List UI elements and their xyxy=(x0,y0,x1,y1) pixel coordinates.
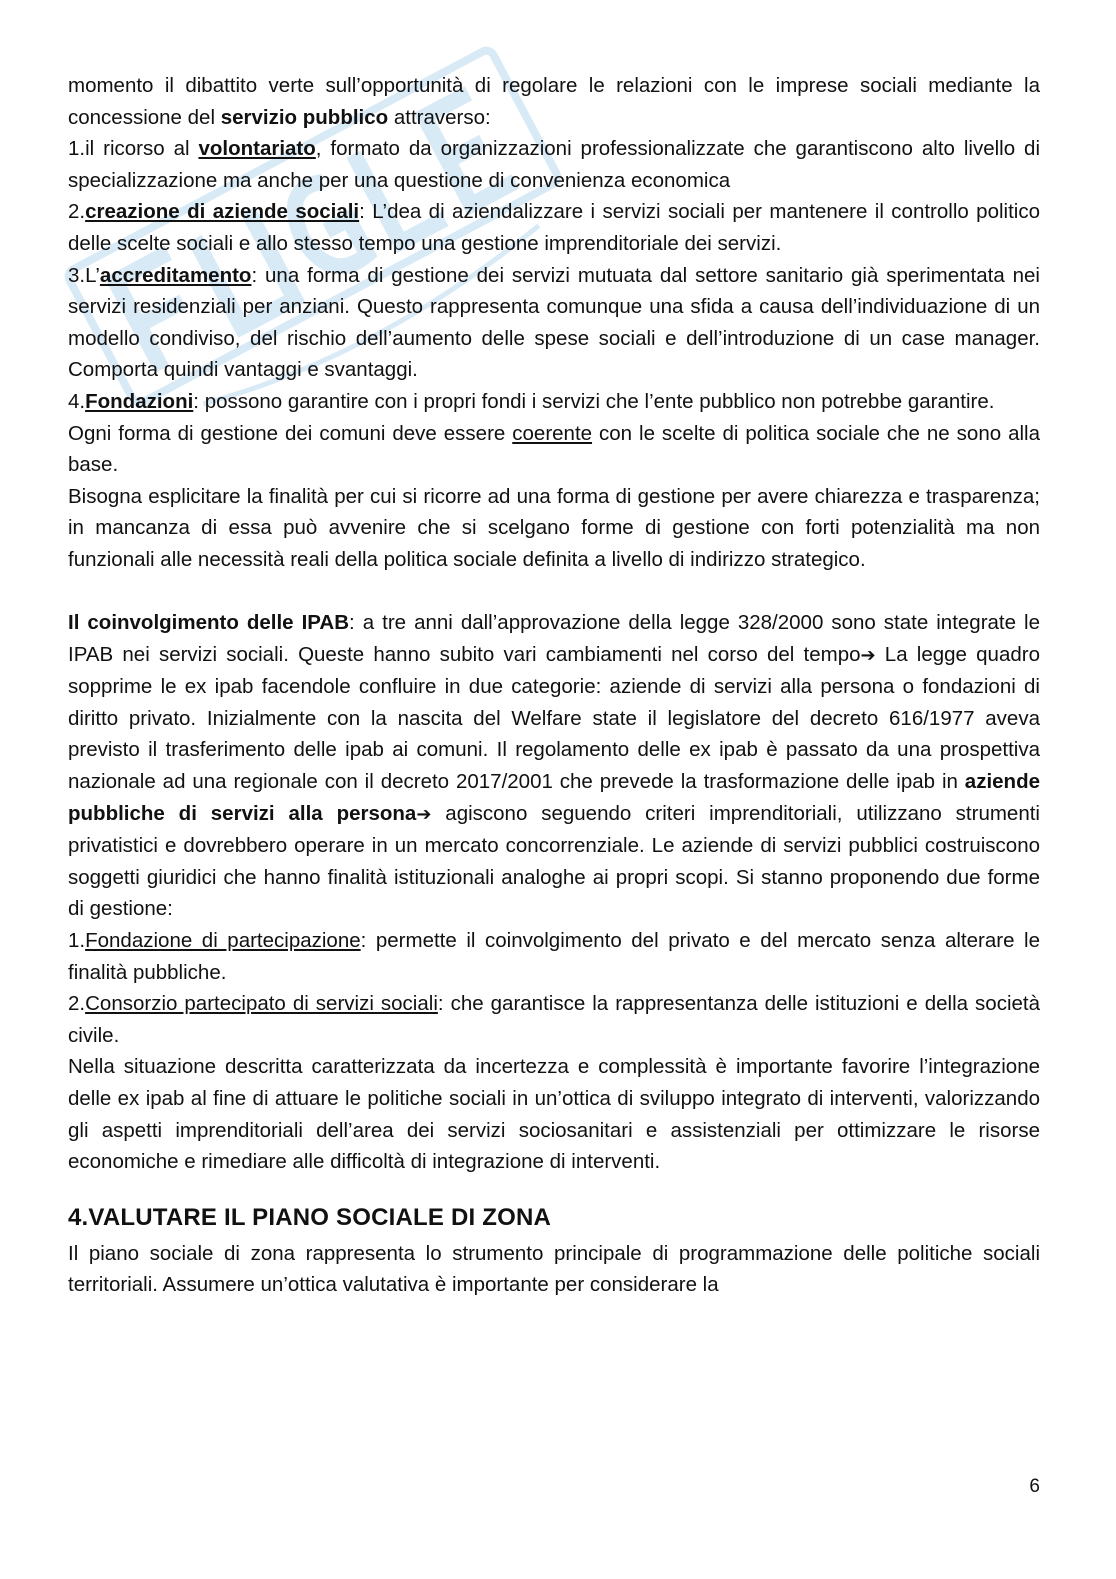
document-body xyxy=(68,70,1040,1301)
list-item-fondazioni: 4.Fondazioni: possono garantire con i propri fondi i servizi che l’ente pubblico non potrebbe garantire. xyxy=(68,389,995,413)
paragraph-spacer xyxy=(68,576,1040,608)
ipab-paragraph: Il coinvolgimento delle IPAB: a tre anni dall’approvazione della legge 328/2000 sono state integrate le IPAB nei servizi sociali. Queste hanno subito vari cambiamenti nel corso del tempo➔ La legge quadro sopprime le ex ipab facendole confluire in due categorie: aziende di servizi alla persona o fondazioni di diritto privato. Inizialmente con la nascita del Welfare state il legislatore del decreto 616/1977 aveva previsto il trasferimento delle ipab ai comuni. Il regolamento delle ex ipab è passato da una prospettiva nazionale ad una regionale con il decreto 2017/2001 che prevede la trasformazione delle ipab in aziende pubbliche di servizi alla persona➔ agiscono seguendo criteri imprenditoriali, utilizzano strumenti privatistici e dovrebbero operare in un mercato concorrenziale. Le aziende di servizi pubblici costruiscono soggetti giuridici che hanno finalità istituzionali analoghe ai propri scopi. Si stanno proponendo due forme di gestione: xyxy=(68,611,1040,921)
coerenza-paragraph: Ogni forma di gestione dei comuni deve essere coerente con le scelte di politica sociale che ne sono alla base. xyxy=(68,421,1040,477)
list-item-consorzio: 2.Consorzio partecipato di servizi sociali: che garantisce la rappresentanza delle istituzioni e della società civile. xyxy=(68,992,1040,1047)
list-item-aziende-sociali: 2.creazione di aziende sociali: L’dea di aziendalizzare i servizi sociali per mantenere il controllo politico delle scelte sociali e allo stesso tempo una gestione imprenditoriale dei servizi. xyxy=(68,200,1040,255)
list-item-accreditamento: 3.L’accreditamento: una forma di gestione dei servizi mutuata dal settore sanitario già sperimentata nei servizi residenziali per anziani. Questo rappresenta comunque una sfida a causa dell’individuazione di un modello condiviso, del rischio dell’aumento delle spese sociali e dell’introduzione di un case manager. Comporta quindi vantaggi e svantaggi. xyxy=(68,263,1040,382)
list-item-volontariato: 1.il ricorso al volontariato, formato da organizzazioni professionalizzate che garantiscono alto livello di specializzazione ma anche per una questione di convenienza economica xyxy=(68,137,1041,192)
arrow-right-icon: ➔ xyxy=(860,644,876,666)
list-item-fondazione-partecipazione: 1.Fondazione di partecipazione: permette il coinvolgimento del privato e del mercato senza alterare le finalità pubbliche. xyxy=(68,929,1040,984)
finalita-paragraph: Bisogna esplicitare la finalità per cui si ricorre ad una forma di gestione per avere chiarezza e trasparenza; in mancanza di essa può avvenire che si scelgano forme di gestione con forti potenzialità ma non funzionali alle necessità reali della politica sociale definita a livello di indirizzo strategico. xyxy=(68,484,1040,571)
intro-paragraph: momento il dibattito verte sull’opportunità di regolare le relazioni con le imprese sociali mediante la concessione del servizio pubblico attraverso: xyxy=(68,74,1040,129)
page-number: 6 xyxy=(1029,1476,1040,1497)
section-heading: 4.VALUTARE IL PIANO SOCIALE DI ZONA xyxy=(68,1203,552,1231)
conclusion-paragraph: Nella situazione descritta caratterizzata da incertezza e complessità è importante favorire l’integrazione delle ex ipab al fine di attuare le politiche sociali in un’ottica di sviluppo integrato di interventi, valorizzando gli aspetti imprenditoriali dell’area dei servizi sociosanitari e assistenziali per ottimizzare le risorse economiche e rimediare alle difficoltà di integrazione di interventi. xyxy=(68,1055,1040,1174)
arrow-right-icon: ➔ xyxy=(416,803,432,825)
section-paragraph: Il piano sociale di zona rappresenta lo strumento principale di programmazione delle politiche sociali territoriali. Assumere un’ottica valutativa è importante per considerare la xyxy=(68,1241,1040,1297)
